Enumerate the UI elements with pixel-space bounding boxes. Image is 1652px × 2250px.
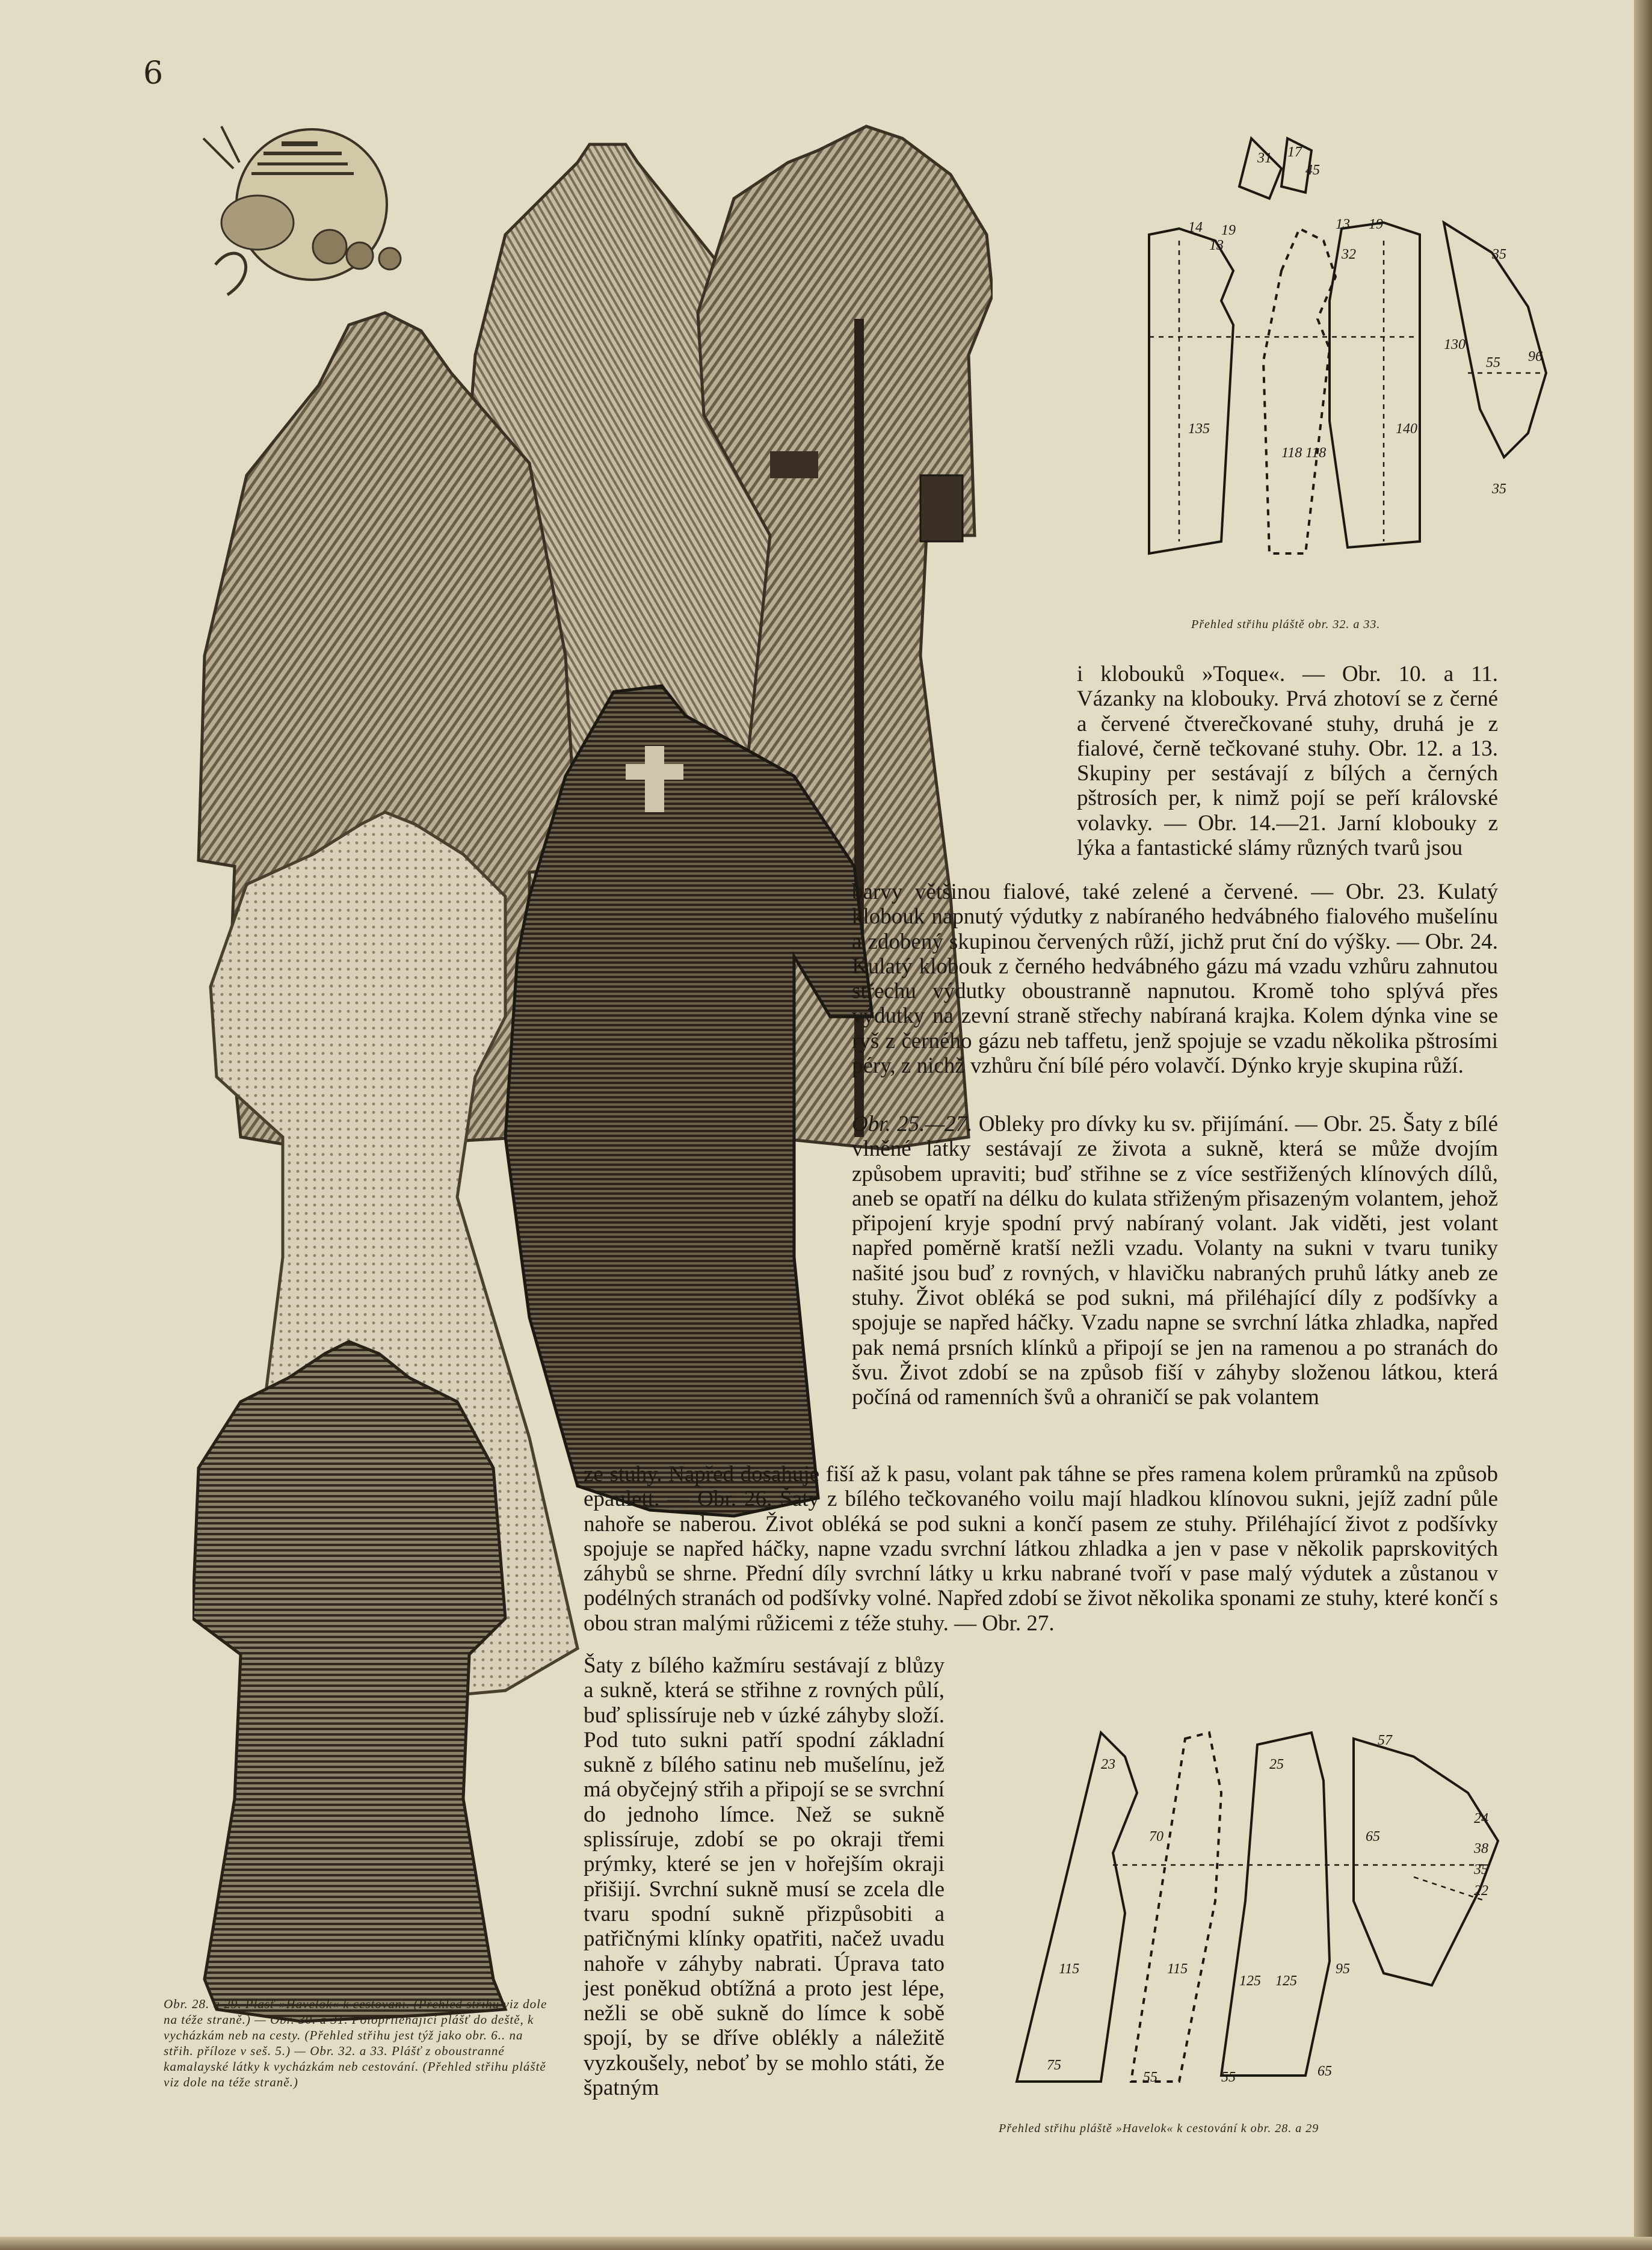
caption-pattern-top: Přehled střihu pláště obr. 32. a 33. [1191, 618, 1381, 631]
pattern-top-label: 55 [1486, 355, 1500, 371]
article-paragraph-1b: barvy většinou fialové, také zelené a červené. — Obr. 23. Kulatý klobouk napnutý výdutky z nabíraného hedvábného fialového mušelínu a zdobený skupinou červených růží, jichž prut ční do výšky. — Obr. 24. Kulatý klobouk z černého hedvábného gázu má vzadu vzhůru zahnutou střechu výdutky oboustranně napnutou. Kromě toho splývá přes výdutky na zevní straně střechy nabíraná krajka. Kolem dýnka vine se ryš z černého gázu neb taffetu, jenž spojuje se vzadu několika pštrosími péry, z nichž vzhůru ční bílé péro volavčí. Dýnko kryje skupina růží. [852, 880, 1498, 1079]
pattern-top-label: 135 [1188, 421, 1210, 437]
pattern-bottom-label: 25 [1269, 1757, 1284, 1772]
pattern-bottom-label: 55 [1143, 2070, 1157, 2085]
pattern-bottom-label: 65 [1318, 2064, 1332, 2079]
pattern-top-label: 32 [1342, 247, 1356, 262]
pattern-bottom-label: 55 [1221, 2070, 1236, 2085]
caption-figures-left: Obr. 28. a 29. Plášť »Havelok« k cestování. (Přehled střihu viz dole na téže straně.) — Obr. 30. a 31. Polopřiléhající plášť do deště, k vycházkám neb na cesty. (Přehled střihu jest týž jako obr. 6.. na střih. příloze v seš. 5.) — Obr. 32. a 33. Plášť z oboustranné kamalayské látky k vycházkám neb cestování. (Přehled střihu pláště viz dole na téže straně.) [164, 1997, 547, 2089]
pattern-top-label: 13 [1209, 238, 1224, 253]
pattern-diagram-top [1131, 120, 1576, 602]
pattern-diagram-bottom [993, 1721, 1564, 2106]
pattern-top-label: 17 [1287, 144, 1302, 160]
pattern-bottom-label: 24 [1474, 1811, 1488, 1826]
pattern-top-label: 31 [1257, 150, 1272, 166]
pattern-bottom-label: 115 [1059, 1961, 1080, 1977]
article-paragraph-2a-text: Obleky pro dívky ku sv. přijímání. — Obr. 25. Šaty z bílé vlněné látky sestávají ze života a sukně, která se může dvojím způsobem upraviti; buď střihne se z více sestřižených klínových dílů, aneb se opatří na délku do kulata střiženým přisazeným volantem, jehož připojení kryje spodní prvý nabíraný volant. Jak viděti, jest volant napřed poměrně kratší nežli vzadu. Volanty na sukni v tvaru tuniky našité jsou buď z rovných, v hlavičku nabraných pruhů látky aneb ze stuhy. Život obléká se pod sukni, má přiléhající díly z podšívky a spojuje se napřed háčky. Vzadu napne se svrchní látka zhladka, napřed pak nemá prsních klínků a připojí se jen na ramenou a po stranách do švu. Život zdobí se na způsob fiší v záhyby složenou látkou, která počíná od ramenních švů a ohraničí se pak volantem [852, 1112, 1498, 1410]
pattern-top-label: 45 [1305, 162, 1320, 178]
article-figure-ref: Obr. 25.—27. [852, 1112, 973, 1136]
pattern-bottom-label: 22 [1474, 1883, 1488, 1899]
pattern-top-label: 14 [1188, 220, 1203, 235]
pattern-bottom-label: 125 [1239, 1973, 1261, 1989]
pattern-bottom-label: 70 [1149, 1829, 1163, 1845]
pattern-top-label: 35 [1492, 481, 1506, 497]
caption-pattern-bottom: Přehled střihu pláště »Havelok« k cestování k obr. 28. a 29 [999, 2122, 1319, 2135]
pattern-bottom-label: 57 [1378, 1733, 1392, 1748]
pattern-top-label: 118 [1281, 445, 1302, 461]
article-paragraph-1a: i klobouků »Toque«. — Obr. 10. a 11. Vázanky na klobouky. Prvá zhotoví se z černé a červené čtverečkované stuhy, druhá je z fialové, černě tečkované stuhy. Obr. 12. a 13. Skupiny per sestávají z bílých a černých pštrosích per, k nimž pojí se peří královské volavky. — Obr. 14.—21. Jarní klobouky z lýka a fantastické slámy různých tvarů jsou [1077, 662, 1498, 861]
pattern-bottom-label: 38 [1474, 1841, 1488, 1857]
pattern-top-label: 118 [1305, 445, 1327, 461]
pattern-top-label: 140 [1396, 421, 1417, 437]
pattern-bottom-label: 23 [1101, 1757, 1115, 1772]
pattern-top-label: 35 [1492, 247, 1506, 262]
pattern-top-label: 19 [1221, 223, 1236, 238]
page-number: 6 [143, 55, 164, 91]
pattern-bottom-label: 65 [1366, 1829, 1380, 1845]
page-edge-right [1634, 0, 1652, 2250]
pattern-bottom-label: 75 [1047, 2057, 1061, 2073]
pattern-top-label: 13 [1336, 217, 1350, 232]
pattern-bottom-label: 35 [1474, 1862, 1488, 1878]
article-paragraph-2b: ze stuhy. Napřed dosahuje fiší až k pasu, volant pak táhne se přes ramena kolem průramků na způsob epaulett. — Obr. 26. Šaty z bílého tečkovaného voilu mají hladkou klínovou sukni, jejíž zadní půle nahoře se naberou. Život obléká se pod sukni a končí pasem ze stuhy. Přiléhající život z podšívky spojuje se napřed háčky, napne vzadu svrchní látkou zhladka a jen v pase v několik paprskovitých záhybů se shrne. Přední díly svrchní látky u krku nabrané tvoří v pase malý výdutek a zůstanou v podélných stranách od podšívky volné. Napřed zdobí se život několika sponami ze stuhy, které končí s obou stran malými růžicemi z téže stuhy. — Obr. 27. [584, 1462, 1498, 1636]
pattern-top-label: 19 [1369, 217, 1383, 232]
pattern-bottom-label: 95 [1336, 1961, 1350, 1977]
article-paragraph-2a [852, 1112, 1498, 1410]
pattern-bottom-label: 115 [1167, 1961, 1188, 1977]
pattern-bottom-label: 125 [1275, 1973, 1297, 1989]
article-paragraph-2c: Šaty z bílého kažmíru sestávají z blůzy a sukně, která se střihne z rovných půlí, buď splissíruje neb v úzké záhyby složí. Pod tuto sukni patří spodní základní sukně z bílého satinu neb mušelínu, jež má obyčejný střih a připojí se se svrchní do jednoho límce. Než se sukně splissíruje, zdobí se po okraji třemi prýmky, které se jen v hořejším okraji přišijí. Svrchní sukně musí se zcela dle tvaru spodní sukně přizpůsobiti a patřičnými klínky opatřiti, načež uvadu nahoře v záhyby nabrati. Úprava tato jest poněkud obtížná a proto jest lépe, nežli se obě sukně do límce k sobě spojí, by se dříve oblékly a náležitě vyzkoušely, neboť by se mohlo státi, že špatným [584, 1653, 945, 2101]
page-edge-bottom [0, 2237, 1652, 2250]
pattern-top-label: 130 [1444, 337, 1466, 353]
pattern-top-label: 96 [1528, 349, 1543, 365]
